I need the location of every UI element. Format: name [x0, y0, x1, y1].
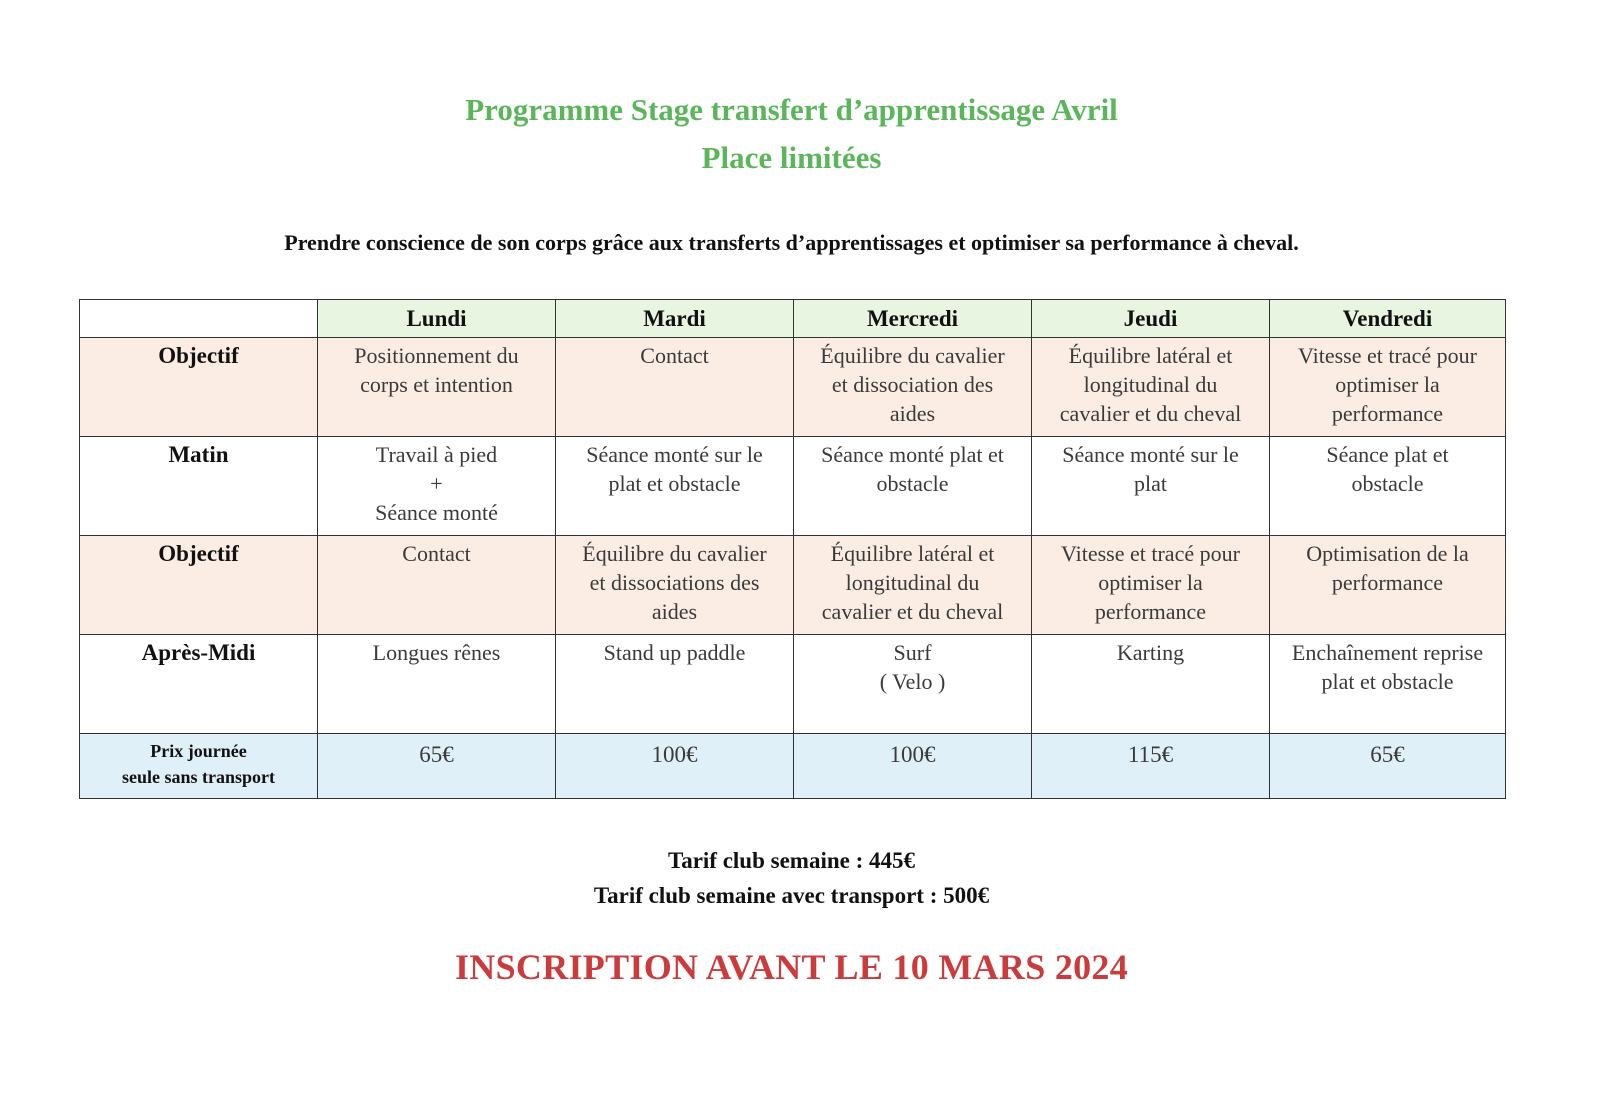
cell-text-line: plat — [1134, 471, 1167, 496]
price-cell-lundi: 65€ — [318, 734, 556, 799]
cell-text-line: ( Velo ) — [879, 669, 946, 694]
schedule-cell-mardi — [556, 536, 794, 635]
cell-text-line: aides — [651, 599, 698, 624]
cell-text-line: cavalier et du cheval — [821, 599, 1004, 624]
table-row — [80, 338, 1506, 437]
cell-text-line: Séance monté sur le — [1062, 442, 1239, 467]
tarif-semaine: Tarif club semaine : 445€ — [667, 848, 916, 873]
cell-text-line: Séance monté sur le — [586, 442, 763, 467]
cell-text-line: Contact — [640, 343, 709, 368]
cell-text-line: corps et intention — [360, 372, 513, 397]
day-header-vendredi: Vendredi — [1270, 300, 1506, 338]
cell-text-line: performance — [1331, 401, 1444, 426]
cell-text-line: Vitesse et tracé pour — [1061, 541, 1240, 566]
day-header-lundi: Lundi — [318, 300, 556, 338]
price-row-label — [80, 734, 318, 799]
cell-text-line: + — [430, 471, 443, 496]
cell-text-line: et dissociations des — [589, 570, 760, 595]
cell-text-line: Surf — [893, 640, 932, 665]
table-row — [80, 635, 1506, 734]
cell-text-line: obstacle — [1351, 471, 1424, 496]
day-header-jeudi: Jeudi — [1032, 300, 1270, 338]
cell-text-line: optimiser la — [1098, 570, 1203, 595]
table-corner-cell — [80, 300, 318, 338]
cell-text-line: cavalier et du cheval — [1059, 401, 1242, 426]
schedule-table — [79, 299, 1506, 799]
row-label: Objectif — [80, 536, 318, 635]
schedule-cell-mercredi — [794, 635, 1032, 734]
schedule-cell-lundi — [318, 635, 556, 734]
schedule-cell-jeudi — [1032, 635, 1270, 734]
tarif-semaine-transport: Tarif club semaine avec transport : 500€ — [593, 883, 990, 908]
cell-text-line: plat et obstacle — [608, 471, 741, 496]
cell-text-line: Travail à pied — [375, 442, 498, 467]
row-label: Matin — [80, 437, 318, 536]
schedule-cell-mercredi — [794, 338, 1032, 437]
cell-text-line: Équilibre latéral et — [1068, 343, 1233, 368]
price-row — [80, 734, 1506, 799]
cell-text-line: Stand up paddle — [603, 640, 746, 665]
row-label: Objectif — [80, 338, 318, 437]
schedule-cell-lundi — [318, 437, 556, 536]
cell-text-line: Enchaînement reprise — [1291, 640, 1484, 665]
price-cell-mardi: 100€ — [556, 734, 794, 799]
schedule-cell-vendredi — [1270, 338, 1506, 437]
day-header-mercredi: Mercredi — [794, 300, 1032, 338]
table-row — [80, 437, 1506, 536]
cell-text-line: longitudinal du — [1083, 372, 1218, 397]
cell-text-line: Karting — [1116, 640, 1185, 665]
cell-text-line: Longues rênes — [372, 640, 501, 665]
registration-deadline: INSCRIPTION AVANT LE 10 MARS 2024 — [454, 947, 1129, 987]
price-label-line: Prix journée — [150, 741, 247, 761]
cell-text-line: plat et obstacle — [1321, 669, 1454, 694]
table-row — [80, 536, 1506, 635]
cell-text-line: Séance plat et — [1326, 442, 1449, 467]
cell-text-line: performance — [1094, 599, 1207, 624]
cell-text-line: Contact — [402, 541, 471, 566]
cell-text-line: Séance monté — [375, 500, 498, 525]
schedule-cell-lundi — [318, 536, 556, 635]
cell-text-line: Positionnement du — [354, 343, 519, 368]
schedule-cell-jeudi — [1032, 338, 1270, 437]
cell-text-line: Vitesse et tracé pour — [1298, 343, 1477, 368]
page-subtitle: Place limitées — [701, 140, 882, 175]
row-label: Après-Midi — [80, 635, 318, 734]
cell-text-line: longitudinal du — [845, 570, 980, 595]
schedule-cell-mardi — [556, 437, 794, 536]
cell-text-line: Équilibre du cavalier — [582, 541, 767, 566]
cell-text-line: obstacle — [876, 471, 949, 496]
cell-text-line: Séance monté plat et — [821, 442, 1004, 467]
cell-text-line: optimiser la — [1335, 372, 1440, 397]
schedule-cell-mercredi — [794, 536, 1032, 635]
day-header-mardi: Mardi — [556, 300, 794, 338]
price-cell-mercredi: 100€ — [794, 734, 1032, 799]
table-header-row — [80, 300, 1506, 338]
price-cell-jeudi: 115€ — [1032, 734, 1270, 799]
cell-text-line: et dissociation des — [831, 372, 994, 397]
cell-text-line: Équilibre latéral et — [830, 541, 995, 566]
cell-text-line: aides — [889, 401, 936, 426]
schedule-cell-vendredi — [1270, 536, 1506, 635]
cell-text-line: Équilibre du cavalier — [820, 343, 1005, 368]
page-title: Programme Stage transfert d’apprentissage Avril — [465, 92, 1118, 127]
schedule-cell-jeudi — [1032, 536, 1270, 635]
schedule-cell-lundi — [318, 338, 556, 437]
schedule-cell-mardi — [556, 635, 794, 734]
schedule-cell-mercredi — [794, 437, 1032, 536]
price-label-line: seule sans transport — [121, 767, 275, 787]
price-cell-vendredi: 65€ — [1270, 734, 1506, 799]
cell-text-line: Optimisation de la — [1306, 541, 1469, 566]
schedule-cell-vendredi — [1270, 437, 1506, 536]
cell-text-line: performance — [1331, 570, 1444, 595]
schedule-cell-vendredi — [1270, 635, 1506, 734]
schedule-cell-jeudi — [1032, 437, 1270, 536]
intro-text: Prendre conscience de son corps grâce aux transferts d’apprentissages et optimiser sa performance à cheval. — [284, 230, 1299, 255]
schedule-cell-mardi — [556, 338, 794, 437]
